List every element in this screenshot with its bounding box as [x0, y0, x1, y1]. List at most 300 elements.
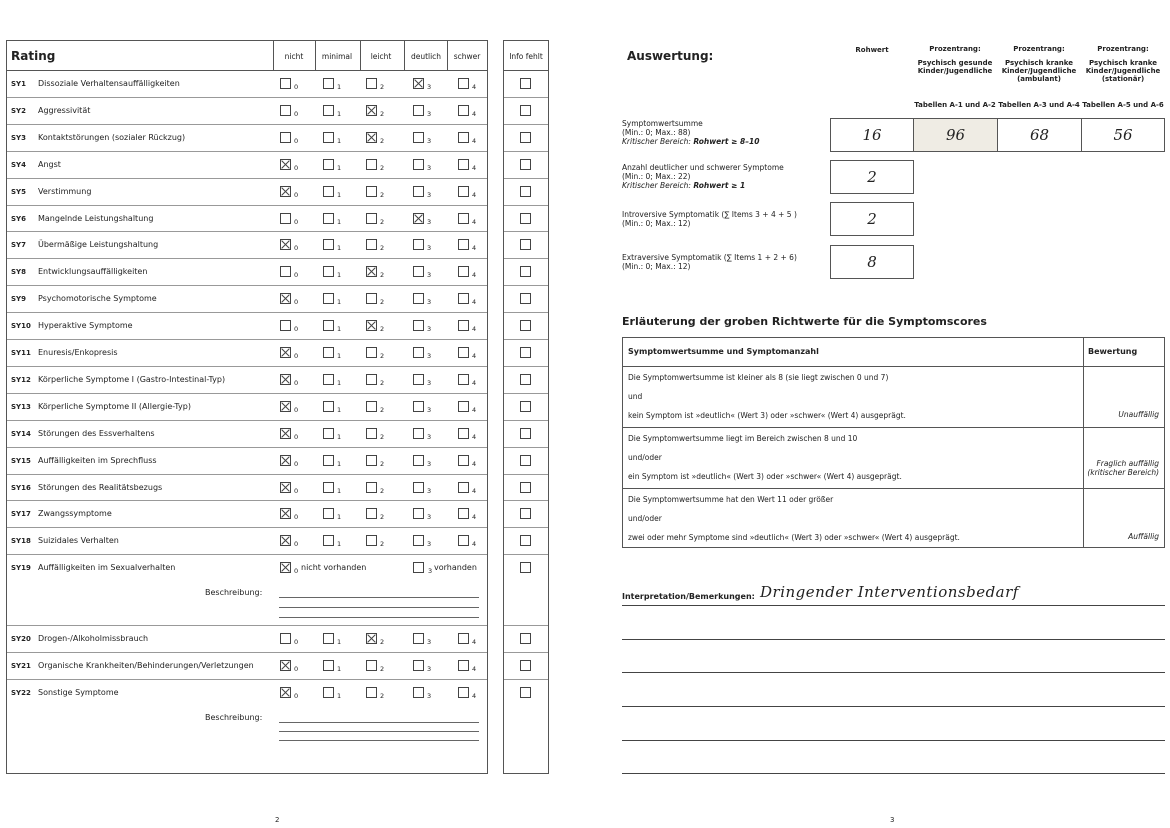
rating-checkbox[interactable] — [323, 239, 334, 250]
symptom-count-label: Anzahl deutlicher und schwerer Symptome (Min.: 0; Max.: 22) Kritischer Bereich: Rohwert ≥ 1 — [622, 163, 784, 190]
rating-checkbox[interactable] — [366, 660, 377, 671]
rating-value: 0 — [294, 217, 299, 226]
rating-checkbox[interactable] — [280, 374, 291, 385]
rating-value: 3 — [427, 378, 432, 387]
rating-value: 3 — [427, 513, 432, 522]
rating-value: 1 — [337, 136, 342, 145]
legend-rating: Fraglich auffällig (kritischer Bereich) — [1087, 459, 1159, 477]
rating-value: 1 — [337, 432, 342, 441]
rating-checkbox[interactable] — [413, 482, 424, 493]
rating-value: 4 — [472, 459, 477, 468]
symptom-label: Übermäßige Leistungshaltung — [38, 240, 159, 250]
rating-checkbox[interactable] — [323, 508, 334, 519]
info-missing-checkbox[interactable] — [520, 293, 531, 304]
symptom-label: Enuresis/Enkopresis — [38, 348, 118, 357]
rating-checkbox[interactable] — [366, 535, 377, 546]
rating-checkbox[interactable] — [366, 266, 377, 277]
rating-checkbox[interactable] — [280, 320, 291, 331]
rating-checkbox[interactable] — [280, 78, 291, 89]
column-sub-gesunde: Psychisch gesunde Kinder/Jugendliche — [917, 59, 993, 75]
rating-checkbox[interactable] — [413, 239, 424, 250]
rating-value: 3 — [427, 540, 432, 549]
rating-value: 0 — [294, 378, 299, 387]
column-header-rohwert: Rohwert — [855, 46, 889, 54]
rating-value: 4 — [472, 378, 477, 387]
description-label: Beschreibung: — [205, 713, 263, 722]
rating-checkbox[interactable] — [458, 239, 469, 250]
info-missing-checkbox[interactable] — [520, 186, 531, 197]
description-label: Beschreibung: — [205, 588, 263, 598]
rating-checkbox[interactable] — [413, 213, 424, 224]
rating-value: 1 — [337, 83, 342, 91]
rating-checkbox[interactable] — [323, 159, 334, 170]
legend-header-2: Bewertung — [1088, 347, 1138, 356]
rating-value: 1 — [337, 378, 342, 387]
info-missing-header: Info fehlt — [509, 52, 543, 61]
rating-checkbox[interactable] — [458, 320, 469, 331]
rating-value: 4 — [472, 190, 477, 199]
rating-checkbox[interactable] — [458, 78, 469, 89]
rating-checkbox[interactable] — [413, 660, 424, 671]
legend-line-b: und — [628, 392, 643, 401]
rating-checkbox[interactable] — [366, 508, 377, 519]
rating-checkbox[interactable] — [413, 687, 424, 698]
rating-value: 1 — [337, 271, 342, 280]
rating-value: 4 — [472, 405, 477, 414]
rating-value: 1 — [337, 540, 342, 549]
symptom-label: Sonstige Symptome — [38, 688, 119, 697]
rating-checkbox[interactable] — [413, 320, 424, 331]
rating-value: 2 — [380, 325, 385, 334]
info-missing-checkbox[interactable] — [520, 78, 531, 89]
info-missing-checkbox[interactable] — [520, 660, 531, 671]
column-sub-stationaer: Psychisch kranke Kinder/Jugendliche (stationär) — [1085, 59, 1161, 83]
rating-value: 3 — [428, 567, 433, 576]
rating-value: 3 — [427, 692, 432, 700]
rating-checkbox[interactable] — [323, 660, 334, 671]
legend-line-b: und/oder — [628, 453, 662, 462]
column-header-deutlich: deutlich — [410, 52, 442, 61]
symptom-label: Psychomotorische Symptome — [38, 294, 157, 304]
rating-value: 0 — [294, 459, 299, 468]
rating-checkbox[interactable] — [366, 159, 377, 170]
rating-value: 0 — [294, 190, 299, 199]
rating-checkbox[interactable] — [366, 374, 377, 385]
rating-checkbox[interactable] — [323, 455, 334, 466]
rating-value: 4 — [472, 298, 477, 307]
rating-checkbox[interactable] — [366, 401, 377, 412]
rating-checkbox[interactable] — [280, 508, 291, 519]
symptom-code: SY7 — [11, 241, 26, 250]
symptom-code: SY22 — [11, 689, 31, 697]
rating-checkbox[interactable] — [413, 535, 424, 546]
rating-value: 4 — [472, 486, 477, 495]
rating-value: 2 — [380, 271, 385, 280]
rating-checkbox[interactable] — [413, 428, 424, 439]
symptom-code: SY8 — [11, 268, 26, 277]
column-header-nicht: nicht — [284, 52, 304, 61]
rating-checkbox[interactable] — [413, 105, 424, 116]
rating-value: 4 — [472, 217, 477, 226]
rating-checkbox[interactable] — [280, 562, 291, 573]
rating-checkbox[interactable] — [323, 482, 334, 493]
rating-value: 1 — [337, 298, 342, 307]
column-header-minimal: minimal — [321, 52, 353, 61]
rating-table — [6, 40, 488, 774]
rating-checkbox[interactable] — [458, 401, 469, 412]
symptom-sum-pr-stationaer: 56 — [1081, 118, 1165, 152]
rating-checkbox[interactable] — [323, 633, 334, 644]
rating-value: 1 — [337, 513, 342, 522]
rating-checkbox[interactable] — [280, 633, 291, 644]
rating-checkbox[interactable] — [458, 293, 469, 304]
rating-checkbox[interactable] — [323, 213, 334, 224]
rating-value: 0 — [294, 244, 299, 253]
rating-value: 2 — [380, 638, 385, 647]
rating-checkbox[interactable] — [280, 105, 291, 116]
rating-value: 2 — [380, 692, 385, 700]
symptom-label: Auffälligkeiten im Sprechfluss — [38, 455, 157, 465]
symptom-label: Entwicklungsauffälligkeiten — [38, 267, 148, 277]
rating-checkbox[interactable] — [280, 687, 291, 698]
rating-value: 4 — [472, 163, 477, 172]
rating-checkbox[interactable] — [458, 455, 469, 466]
rating-checkbox[interactable] — [366, 428, 377, 439]
rating-value: 0 — [294, 163, 299, 172]
rating-checkbox[interactable] — [458, 428, 469, 439]
rating-value: 0 — [294, 83, 299, 91]
rating-checkbox[interactable] — [280, 535, 291, 546]
rating-value: 3 — [427, 486, 432, 495]
symptom-label: Aggressivität — [38, 105, 91, 115]
rating-value: 1 — [337, 665, 342, 674]
symptom-code: SY6 — [11, 214, 26, 223]
symptom-code: SY15 — [11, 456, 31, 465]
info-missing-checkbox[interactable] — [520, 508, 531, 519]
rating-checkbox[interactable] — [413, 347, 424, 358]
rating-checkbox[interactable] — [413, 132, 424, 143]
rating-checkbox[interactable] — [280, 159, 291, 170]
rating-value: 4 — [472, 432, 477, 441]
rating-value: 2 — [380, 298, 385, 307]
rating-checkbox[interactable] — [458, 186, 469, 197]
rating-value: 1 — [337, 190, 342, 199]
rating-checkbox[interactable] — [413, 186, 424, 197]
rating-value: 0 — [294, 136, 299, 145]
rating-value: 2 — [380, 109, 385, 118]
rating-checkbox[interactable] — [458, 633, 469, 644]
rating-value: 1 — [337, 352, 342, 360]
legend-header-1: Symptomwertsumme und Symptomanzahl — [628, 347, 819, 356]
symptom-label: Kontaktstörungen (sozialer Rückzug) — [38, 132, 186, 142]
rating-checkbox[interactable] — [413, 401, 424, 412]
table-ref-3: Tabellen A-5 und A-6 — [1082, 101, 1164, 109]
rating-checkbox[interactable] — [413, 266, 424, 277]
symptom-label: Körperliche Symptome I (Gastro-Intestinal-Typ) — [38, 374, 226, 384]
symptom-code: SY4 — [11, 160, 26, 169]
table-ref-1: Tabellen A-1 und A-2 — [914, 101, 996, 109]
rating-checkbox[interactable] — [366, 293, 377, 304]
rating-checkbox[interactable] — [458, 213, 469, 224]
rating-checkbox[interactable] — [413, 455, 424, 466]
rating-checkbox[interactable] — [323, 105, 334, 116]
rating-value: 4 — [472, 136, 477, 145]
rating-value: 2 — [380, 665, 385, 674]
rating-value: 2 — [380, 352, 385, 360]
rating-checkbox[interactable] — [280, 660, 291, 671]
column-header-leicht: leicht — [370, 52, 392, 61]
rating-value: 4 — [472, 325, 477, 334]
column-sub-ambulant: Psychisch kranke Kinder/Jugendliche (ambulant) — [1001, 59, 1077, 83]
rating-checkbox[interactable] — [366, 482, 377, 493]
symptom-code: SY2 — [11, 106, 26, 115]
rating-value: 4 — [472, 513, 477, 522]
rating-checkbox[interactable] — [323, 535, 334, 546]
rating-checkbox[interactable] — [280, 401, 291, 412]
rating-checkbox[interactable] — [323, 687, 334, 698]
symptom-label: Dissoziale Verhaltensauffälligkeiten — [38, 79, 180, 88]
rating-value: 3 — [427, 665, 432, 674]
symptom-code: SY21 — [11, 662, 31, 671]
rating-value: 0 — [294, 486, 299, 495]
info-missing-checkbox[interactable] — [520, 266, 531, 277]
rating-checkbox[interactable] — [366, 213, 377, 224]
introversive-raw: 2 — [830, 202, 914, 236]
rating-checkbox[interactable] — [458, 482, 469, 493]
symptom-label: Verstimmung — [38, 186, 92, 196]
rating-checkbox[interactable] — [280, 455, 291, 466]
legend-rating: Unauffällig — [1118, 410, 1159, 419]
rating-value: 1 — [337, 325, 342, 334]
rating-value: 4 — [472, 83, 477, 91]
column-header-prozentrang-1: Prozentrang: — [929, 45, 981, 53]
info-missing-checkbox[interactable] — [520, 105, 531, 116]
legend-line-c: zwei oder mehr Symptome sind »deutlich« (Wert 3) oder »schwer« (Wert 4) ausgeprägt. — [628, 533, 960, 542]
rating-value: 3 — [427, 136, 432, 145]
symptom-code: SY9 — [11, 295, 26, 304]
legend-rating: Auffällig — [1128, 532, 1159, 541]
rating-value: 2 — [380, 244, 385, 253]
info-missing-table — [503, 40, 549, 774]
rating-value: 1 — [337, 486, 342, 495]
info-missing-checkbox[interactable] — [520, 347, 531, 358]
info-missing-checkbox[interactable] — [520, 633, 531, 644]
rating-value: 2 — [380, 190, 385, 199]
rating-value: 2 — [380, 217, 385, 226]
symptom-code: SY1 — [11, 80, 26, 88]
legend-line-a: Die Symptomwertsumme ist kleiner als 8 (sie liegt zwischen 0 und 7) — [628, 373, 889, 382]
rating-checkbox[interactable] — [458, 132, 469, 143]
legend-line-b: und/oder — [628, 514, 662, 523]
rating-value: 3 — [427, 432, 432, 441]
symptom-label: Hyperaktive Symptome — [38, 321, 133, 331]
rating-checkbox[interactable] — [280, 428, 291, 439]
page-number-left: 2 — [275, 816, 280, 824]
info-missing-checkbox[interactable] — [520, 320, 531, 331]
rating-checkbox[interactable] — [458, 687, 469, 698]
symptom-sum-raw: 16 — [830, 118, 914, 152]
rating-checkbox[interactable] — [323, 266, 334, 277]
rating-checkbox[interactable] — [280, 132, 291, 143]
rating-value: 4 — [472, 638, 477, 647]
rating-value: 3 — [427, 638, 432, 647]
column-header-schwer: schwer — [453, 52, 481, 61]
option-label-absent: nicht vorhanden — [301, 563, 367, 573]
rating-value: 3 — [427, 109, 432, 118]
rating-value: 3 — [427, 163, 432, 172]
info-missing-checkbox[interactable] — [520, 239, 531, 250]
legend-line-c: kein Symptom ist »deutlich« (Wert 3) oder »schwer« (Wert 4) ausgeprägt. — [628, 411, 906, 420]
rating-checkbox[interactable] — [323, 374, 334, 385]
info-missing-checkbox[interactable] — [520, 428, 531, 439]
symptom-label: Auffälligkeiten im Sexualverhalten — [38, 563, 176, 573]
info-missing-checkbox[interactable] — [520, 132, 531, 143]
rating-value: 3 — [427, 83, 432, 91]
rating-checkbox[interactable] — [323, 347, 334, 358]
legend-table — [622, 337, 1165, 548]
rating-value: 1 — [337, 692, 342, 700]
rating-checkbox[interactable] — [280, 293, 291, 304]
symptom-sum-pr-gesunde: 96 — [913, 118, 998, 152]
rating-checkbox[interactable] — [280, 266, 291, 277]
symptom-label: Störungen des Realitätsbezugs — [38, 482, 163, 492]
legend-line-a: Die Symptomwertsumme hat den Wert 11 oder größer — [628, 495, 834, 504]
rating-value: 2 — [380, 459, 385, 468]
info-missing-checkbox[interactable] — [520, 687, 531, 698]
info-missing-checkbox[interactable] — [520, 374, 531, 385]
legend-line-c: ein Symptom ist »deutlich« (Wert 3) oder »schwer« (Wert 4) ausgeprägt. — [628, 472, 902, 481]
rating-checkbox[interactable] — [458, 159, 469, 170]
symptom-code: SY20 — [11, 635, 31, 644]
rating-value: 0 — [294, 665, 299, 674]
info-missing-checkbox[interactable] — [520, 455, 531, 466]
info-missing-checkbox[interactable] — [520, 535, 531, 546]
rating-value: 3 — [427, 352, 432, 360]
info-missing-checkbox[interactable] — [520, 213, 531, 224]
rating-checkbox[interactable] — [458, 105, 469, 116]
rating-checkbox[interactable] — [413, 562, 424, 573]
rating-value: 2 — [380, 136, 385, 145]
rating-checkbox[interactable] — [366, 105, 377, 116]
rating-value: 2 — [380, 405, 385, 414]
info-missing-checkbox[interactable] — [520, 159, 531, 170]
rating-checkbox[interactable] — [366, 455, 377, 466]
symptom-sum-label: Symptomwertsumme (Min.: 0; Max.: 88) Kritischer Bereich: Rohwert ≥ 8–10 — [622, 119, 760, 146]
rating-value: 0 — [294, 298, 299, 307]
rating-value: 3 — [427, 405, 432, 414]
rating-value: 3 — [427, 190, 432, 199]
info-missing-checkbox[interactable] — [520, 562, 531, 573]
rating-checkbox[interactable] — [366, 132, 377, 143]
rating-checkbox[interactable] — [280, 482, 291, 493]
rating-value: 1 — [337, 459, 342, 468]
info-missing-checkbox[interactable] — [520, 482, 531, 493]
rating-checkbox[interactable] — [280, 347, 291, 358]
rating-value: 4 — [472, 244, 477, 253]
rating-checkbox[interactable] — [458, 347, 469, 358]
rating-checkbox[interactable] — [280, 186, 291, 197]
rating-checkbox[interactable] — [323, 320, 334, 331]
rating-value: 2 — [380, 378, 385, 387]
rating-value: 0 — [294, 405, 299, 414]
rating-checkbox[interactable] — [366, 186, 377, 197]
legend-line-a: Die Symptomwertsumme liegt im Bereich zwischen 8 und 10 — [628, 434, 858, 443]
rating-checkbox[interactable] — [366, 239, 377, 250]
rating-checkbox[interactable] — [323, 132, 334, 143]
rating-checkbox[interactable] — [413, 633, 424, 644]
symptom-label: Mangelnde Leistungshaltung — [38, 213, 154, 223]
rating-checkbox[interactable] — [458, 660, 469, 671]
rating-value: 0 — [294, 513, 299, 522]
interpretation-label: Interpretation/Bemerkungen: — [622, 592, 755, 601]
symptom-label: Körperliche Symptome II (Allergie-Typ) — [38, 401, 191, 411]
rating-value: 0 — [294, 432, 299, 441]
rating-value: 1 — [337, 217, 342, 226]
symptom-label: Organische Krankheiten/Behinderungen/Verletzungen — [38, 661, 254, 671]
rating-checkbox[interactable] — [366, 78, 377, 89]
rating-checkbox[interactable] — [323, 186, 334, 197]
rating-checkbox[interactable] — [323, 293, 334, 304]
rating-checkbox[interactable] — [323, 428, 334, 439]
symptom-count-raw: 2 — [830, 160, 914, 194]
rating-value: 0 — [294, 567, 299, 576]
rating-value: 0 — [294, 352, 299, 360]
rating-value: 0 — [294, 638, 299, 647]
rating-value: 4 — [472, 692, 477, 700]
rating-value: 1 — [337, 638, 342, 647]
rating-value: 1 — [337, 163, 342, 172]
rating-checkbox[interactable] — [280, 239, 291, 250]
info-missing-checkbox[interactable] — [520, 401, 531, 412]
rating-checkbox[interactable] — [413, 159, 424, 170]
rating-value: 3 — [427, 271, 432, 280]
symptom-code: SY13 — [11, 402, 31, 411]
rating-value: 2 — [380, 83, 385, 91]
rating-checkbox[interactable] — [366, 633, 377, 644]
introversive-label: Introversive Symptomatik (∑ Items 3 + 4 + 5 ) (Min.: 0; Max.: 12) — [622, 210, 797, 228]
rating-checkbox[interactable] — [458, 535, 469, 546]
rating-value: 1 — [337, 405, 342, 414]
rating-value: 0 — [294, 540, 299, 549]
rating-checkbox[interactable] — [413, 374, 424, 385]
rating-checkbox[interactable] — [413, 508, 424, 519]
symptom-code: SY3 — [11, 133, 26, 142]
symptom-label: Angst — [38, 159, 61, 169]
interpretation-text: Dringender Interventionsbedarf — [760, 583, 1019, 601]
rating-checkbox[interactable] — [458, 508, 469, 519]
symptom-label: Suizidales Verhalten — [38, 536, 119, 546]
rating-checkbox[interactable] — [413, 293, 424, 304]
rating-checkbox[interactable] — [323, 78, 334, 89]
rating-value: 4 — [472, 352, 477, 360]
rating-checkbox[interactable] — [280, 213, 291, 224]
rating-checkbox[interactable] — [323, 401, 334, 412]
rating-value: 3 — [427, 459, 432, 468]
symptom-label: Störungen des Essverhaltens — [38, 428, 155, 438]
rating-checkbox[interactable] — [366, 320, 377, 331]
symptom-code: SY14 — [11, 429, 31, 438]
rating-checkbox[interactable] — [413, 78, 424, 89]
symptom-code: SY16 — [11, 483, 31, 492]
rating-value: 2 — [380, 432, 385, 441]
extraversive-raw: 8 — [830, 245, 914, 279]
rating-checkbox[interactable] — [458, 266, 469, 277]
rating-value: 2 — [380, 513, 385, 522]
rating-checkbox[interactable] — [458, 374, 469, 385]
table-ref-2: Tabellen A-3 und A-4 — [998, 101, 1080, 109]
rating-checkbox[interactable] — [366, 687, 377, 698]
rating-checkbox[interactable] — [366, 347, 377, 358]
